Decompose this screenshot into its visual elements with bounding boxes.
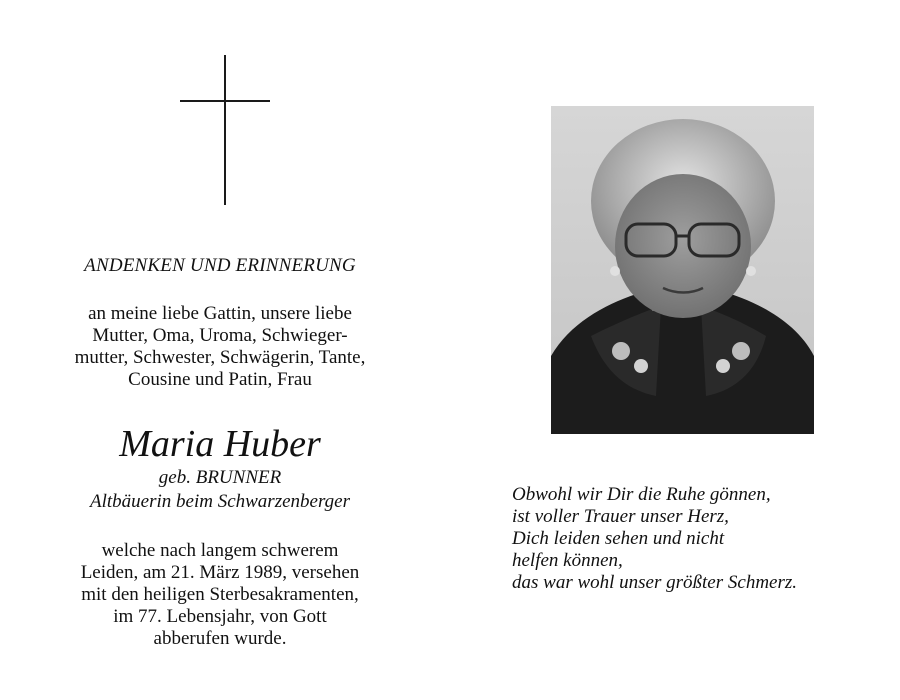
intro-text <box>20 303 420 391</box>
detail-line: welche nach langem schwerem <box>101 540 339 561</box>
death-details <box>20 540 420 650</box>
detail-line: abberufen wurde. <box>153 628 287 649</box>
detail-line: mit den heiligen Sterbesakramenten, <box>81 584 359 605</box>
poem-line: ist voller Trauer unser Herz, <box>512 506 729 527</box>
occupation: Altbäuerin beim Schwarzenberger <box>90 491 350 512</box>
card-heading: ANDENKEN UND ERINNERUNG <box>84 255 356 276</box>
detail-line: Leiden, am 21. März 1989, versehen <box>80 562 360 583</box>
intro-line: Mutter, Oma, Uroma, Schwieger- <box>92 325 348 346</box>
poem-line: das war wohl unser größter Schmerz. <box>512 572 798 593</box>
deceased-name: Maria Huber <box>119 423 321 465</box>
cross-icon <box>180 55 270 205</box>
intro-line: mutter, Schwester, Schwägerin, Tante, <box>74 347 366 368</box>
poem-line: Obwohl wir Dir die Ruhe gönnen, <box>512 484 771 505</box>
maiden-name: geb. BRUNNER <box>158 467 282 488</box>
memorial-poem <box>512 484 882 594</box>
detail-line: im 77. Lebensjahr, von Gott <box>113 606 327 627</box>
intro-line: Cousine und Patin, Frau <box>128 369 312 390</box>
poem-line: Dich leiden sehen und nicht <box>512 528 725 549</box>
poem-line: helfen können, <box>512 550 623 571</box>
intro-line: an meine liebe Gattin, unsere liebe <box>88 303 352 324</box>
portrait-photo <box>551 106 814 434</box>
